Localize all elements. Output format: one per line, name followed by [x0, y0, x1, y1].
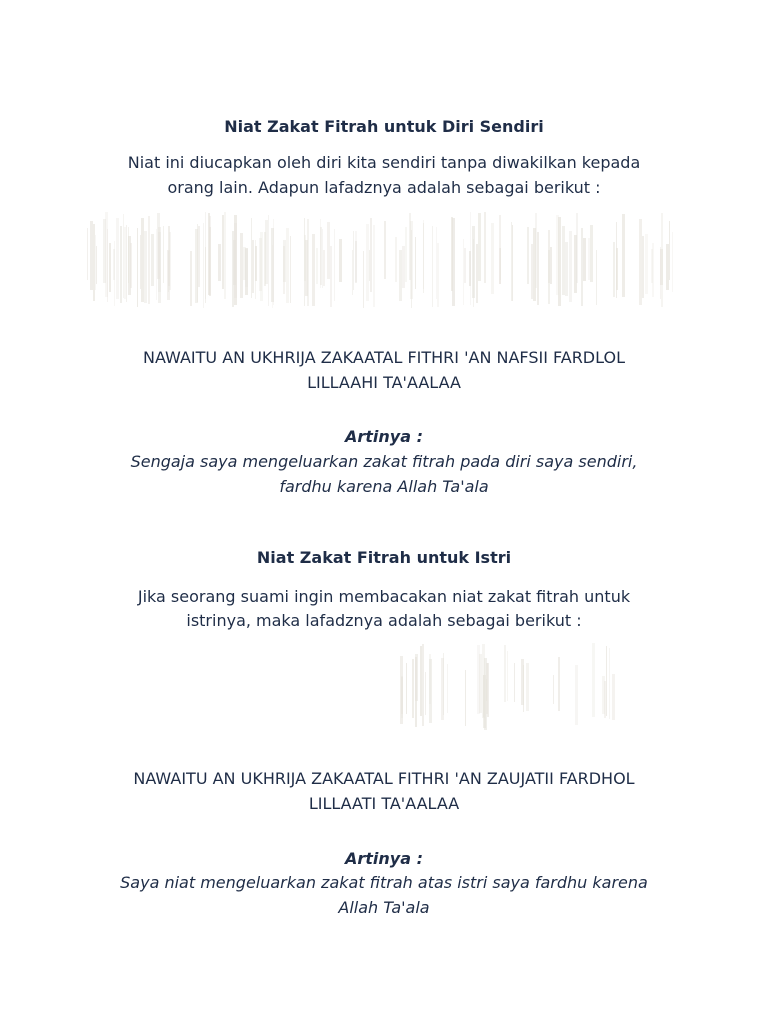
section-self-heading: Niat Zakat Fitrah untuk Diri Sendiri — [224, 117, 544, 136]
section-wife-intro-line1: Jika seorang suami ingin membacakan niat zakat fitrah untuk — [137, 587, 631, 606]
section-self-latin-line1: NAWAITU AN UKHRIJA ZAKAATAL FITHRI 'AN NAFSII FARDLOL — [143, 348, 625, 367]
section-self-artinya-label: Artinya : — [345, 427, 423, 446]
arabic-text-image — [86, 212, 692, 308]
section-wife-artinya-label: Artinya : — [345, 849, 423, 868]
section-self-intro-line2: orang lain. Adapun lafadznya adalah sebagai berikut : — [167, 178, 601, 197]
section-self-meaning-line2: fardhu karena Allah Ta'ala — [279, 477, 489, 496]
section-wife-heading: Niat Zakat Fitrah untuk Istri — [256, 548, 512, 567]
section-self-latin-line2: LILLAAHI TA'AALAA — [307, 373, 461, 392]
section-wife-latin-line1: NAWAITU AN UKHRIJA ZAKAATAL FITHRI 'AN ZAUJATII FARDHOL — [133, 769, 635, 788]
section-self-meaning-line1: Sengaja saya mengeluarkan zakat fitrah pada diri saya sendiri, — [130, 452, 638, 471]
section-wife-latin-line2: LILLAATI TA'AALAA — [308, 794, 460, 813]
section-wife-meaning-line1: Saya niat mengeluarkan zakat fitrah atas istri saya fardhu karena — [120, 873, 648, 892]
section-self-intro-line1: Niat ini diucapkan oleh diri kita sendiri tanpa diwakilkan kepada — [127, 153, 641, 172]
section-wife-meaning-line2: Allah Ta'ala — [338, 898, 430, 917]
section-wife-intro-line2: istrinya, maka lafadznya adalah sebagai berikut : — [186, 611, 582, 630]
arabic-text-image — [394, 642, 618, 730]
